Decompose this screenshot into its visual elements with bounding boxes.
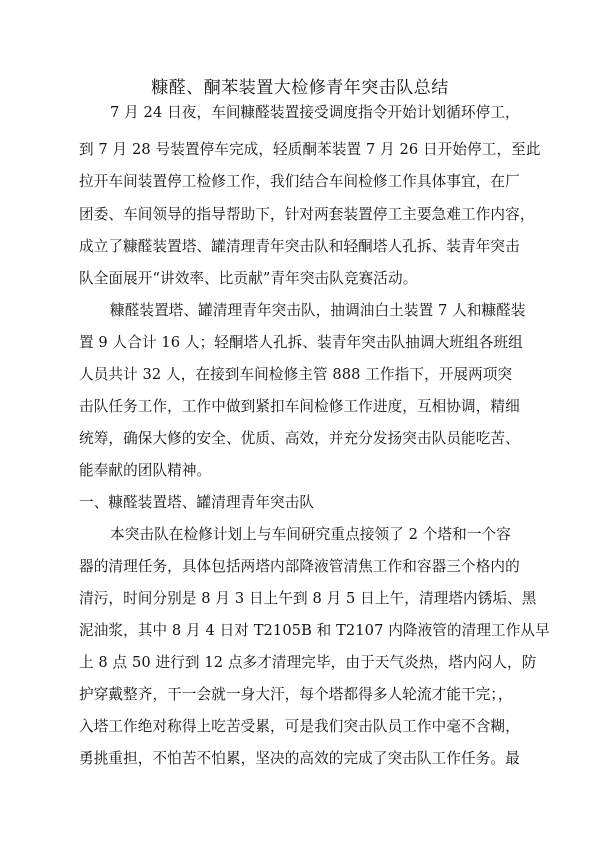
staffing-line-6: 能奉献的团队精神。: [79, 462, 212, 479]
section1-line-7: 入塔工作绝对称得上吃苦受累，可是我们突击队员工作中毫不含糊，: [79, 718, 520, 735]
staffing-line-3: 人员共计 32 人，在接到车间检修主管 888 工作指下，开展两项突: [79, 366, 513, 383]
intro-line-1: 7 月 24 日夜，车间糠醛装置接受调度指令开始计划循环停工，: [110, 104, 520, 121]
section1-line-3: 清污，时间分别是 8 月 3 日上午到 8 月 5 日上午，清理塔内锈垢、黑: [79, 590, 537, 607]
staffing-line-2: 置 9 人合计 16 人；轻酮塔人孔拆、装青年突击队抽调大班组各班组: [79, 334, 523, 351]
document-title: 糠醛、酮苯装置大检修青年突击队总结: [151, 78, 449, 98]
section1-line-6: 护穿戴整齐，干一会就一身大汗，每个塔都得多人轮流才能干完；，: [79, 686, 513, 703]
section1-line-5: 上 8 点 50 进行到 12 点多才清理完毕，由于天气炎热，塔内闷人，防: [79, 654, 537, 671]
staffing-line-5: 统筹，确保大修的安全、优质、高效，并充分发扬突击队员能吃苦、: [79, 430, 520, 447]
intro-line-5: 成立了糠醛装置塔、罐清理青年突击队和轻酮塔人孔拆、装青年突击: [79, 238, 520, 255]
section-heading: 一、糠醛装置塔、罐清理青年突击队: [79, 494, 315, 511]
staffing-line-1: 糠醛装置塔、罐清理青年突击队，抽调油白土装置 7 人和糠醛装: [110, 302, 526, 319]
section1-line-2: 器的清理任务，具体包括两塔内部降液管清焦工作和容器三个格内的: [79, 558, 520, 575]
section1-line-4: 泥油浆，其中 8 月 4 日对 T2105B 和 T2107 内降液管的清理工作从早: [79, 622, 550, 639]
intro-line-2: 到 7 月 28 号装置停车完成，轻质酮苯装置 7 月 26 日开始停工，至此: [79, 141, 541, 158]
staffing-line-4: 击队任务工作，工作中做到紧扣车间检修工作进度，互相协调，精细: [79, 398, 520, 415]
intro-line-6: 队全面展开“讲效率、比贡献”青年突击队竞赛活动。: [79, 270, 418, 287]
section1-line-1: 本突击队在检修计划上与车间研究重点接领了 2 个塔和一个容: [110, 526, 511, 543]
intro-line-4: 团委、车间领导的指导帮助下，针对两套装置停工主要急难工作内容，: [79, 206, 535, 223]
section1-line-8: 勇挑重担，不怕苦不怕累，坚决的高效的完成了突击队工作任务。最: [79, 750, 520, 767]
intro-line-3: 拉开车间装置停工检修工作，我们结合车间检修工作具体事宜，在厂: [79, 173, 520, 190]
